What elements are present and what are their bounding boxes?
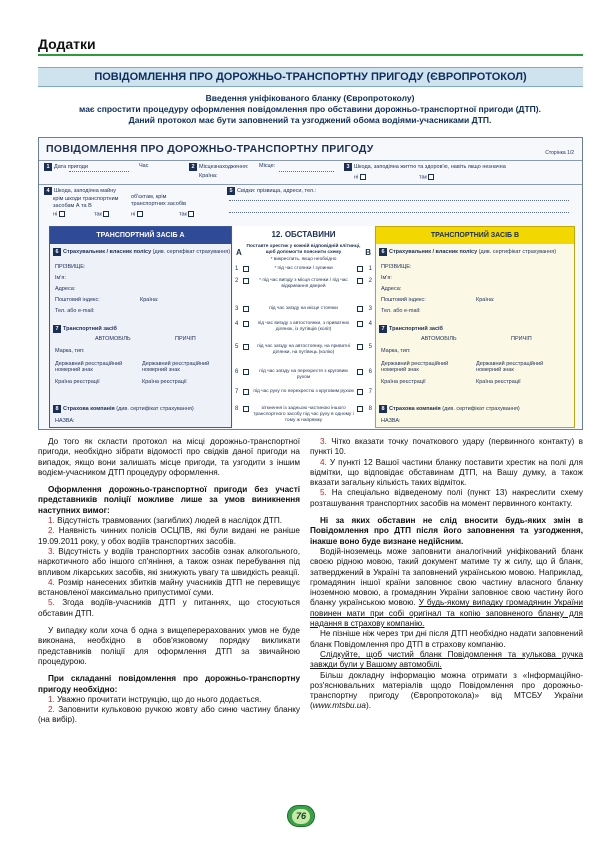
circumstance-8: 8 8 зіткнення із задньою частиною іншого транспортного засобу під час руху в одному і тому ж напрямку: [235, 406, 372, 423]
page-number-badge: [287, 805, 315, 827]
right-paragraph-reminder: Слідкуйте, щоб чистий бланк Повідомлення та кулькова ручка завжди були у Вашому автомобілі.: [310, 649, 583, 670]
vehicle-b-trailer: ПРИЧІП: [511, 336, 532, 342]
condition-5: 5. Згода водіїв-учасників ДТП у питаннях, що стосуються обставин ДТП.: [38, 598, 300, 618]
circumstance-1: 1 1 * під час стоянки / зупинки: [235, 266, 372, 272]
europrotocol-form-image: [38, 137, 583, 430]
form-field-damage: 4 Шкода, заподіяна майну: [44, 187, 116, 195]
vehicle-a-surname: ПРІЗВИЩЕ:: [55, 264, 86, 270]
form-dotline: [229, 212, 569, 213]
vehicle-b-country: Країна:: [476, 297, 495, 303]
vehicle-b-vehicle: 7 Транспортний засіб: [379, 325, 443, 333]
right-column: [310, 437, 583, 712]
circumstances-note: * викреслить, якщо необхідно: [270, 257, 337, 262]
circumstances-header: 12. ОБСТАВИНИ: [271, 230, 336, 239]
right-warning: Ні за яких обставин не слід вносити будь-яких змін в Повідомлення про ДТП після його заповнення та узгодження, інакше воно буде визнане недійсним.: [310, 516, 583, 546]
circumstance-5: 5 5 під час заїзду на автостоянку, на приватні ділянки, на путівець (колію): [235, 344, 372, 355]
left-column: [38, 437, 300, 726]
left-heading-2: При складанні повідомлення про дорожньо-транспортну пригоду необхідно:: [38, 674, 300, 694]
circumstance-4: 4 4 під час виїзду з автостоянки, з приватних ділянок, із путівців (колії): [235, 321, 372, 332]
step-1: 1. Уважно прочитати інструкцію, що до нього додається.: [48, 694, 262, 704]
form-divider: [39, 184, 583, 185]
form-dotline: [229, 200, 569, 201]
form-field-witnesses: 5 Свідки: прізвища, адреси, тел.:: [227, 187, 316, 195]
intro: [45, 93, 575, 126]
form-title: ПОВІДОМЛЕННЯ ПРО ДОРОЖНЬО-ТРАНСПОРТНУ ПРИГОДУ: [46, 143, 374, 155]
form-field-damage-b: об'єктам, крім транспортних засобів: [131, 194, 187, 207]
step-5: 5. На спеціально відведеному полі (пункт 13) накреслити схему розташування транспортних засобів на момент первинного контакту.: [310, 488, 583, 508]
circumstances-letter-b: B: [365, 248, 371, 257]
vehicle-a-insco-name: НАЗВА:: [55, 418, 75, 424]
form-damage2-yes: так: [179, 211, 194, 218]
form-field-injury: 3 Шкода, заподіяна життю та здоров'ю, навіть якщо незначна: [344, 163, 579, 171]
vehicle-a-insurer: 6 Страхувальник / власник полісу (див. сертифікат страхування): [53, 248, 230, 256]
intro-line-1: Введення уніфікованого бланку (Європротоколу): [205, 93, 415, 103]
vehicle-b-make: Марка, тип:: [381, 348, 411, 354]
vehicle-a-postcode: Поштовий індекс:: [55, 297, 100, 303]
vehicle-a-regcountry: Країна реєстрації: [55, 379, 100, 385]
left-heading-1: Оформлення дорожньо-транспортної пригоди без участі представників поліції можливе лише за умов виникнення наступних вимог:: [38, 485, 300, 515]
vehicle-a-header: ТРАНСПОРТНИЙ ЗАСІБ А: [50, 227, 231, 244]
vehicle-b-regcountry-trailer: Країна реєстрації: [476, 379, 521, 385]
vehicle-a-vehicle: 7 Транспортний засіб: [53, 325, 117, 333]
page-number: 76: [292, 809, 310, 824]
vehicle-a-address: Адреса:: [55, 286, 76, 292]
form-injury-no: ні: [354, 174, 366, 181]
form-field-country: Країна:: [199, 173, 218, 179]
circumstance-2: 2 2 * під час виїзду з місця стоянки / під час відкривання дверей: [235, 278, 372, 289]
condition-4: 4. Розмір нанесених збитків майну учасників ДТП не перевищує встановленої максимально припустимої суми.: [38, 577, 300, 598]
vehicle-b-insco-name: НАЗВА:: [381, 418, 401, 424]
circumstances-letter-a: A: [236, 248, 242, 257]
right-paragraph-info: Більш докладну інформацію можна отримати з «Інформаційно-роз'яснювальних матеріалів щодо Повідомлення про дорожньо-транспортну пригоду (Європротокола)» від МТСБУ України (www.mtsbu.ua).: [310, 670, 583, 711]
section-title: Додатки: [38, 36, 96, 52]
condition-3: 3. Відсутність у водіїв транспортних засобів ознак алкогольного, наркотичного або іншого сп'яніння, а також ознак перебування під впливом лікарських засобів, які знижують увагу та швидкість реакції.: [38, 546, 300, 577]
vehicle-a-phone: Тел. або e-mail:: [55, 308, 95, 314]
form-dotline: [69, 171, 129, 172]
vehicle-b-insurer: 6 Страхувальник / власник полісу (див. сертифікат страхування): [379, 248, 556, 256]
right-paragraph-deadline: Не пізніше ніж через три дні після ДТП необхідно надати заповнений бланк Повідомлення про ДТП в страхову компанію.: [310, 629, 583, 649]
left-paragraph-1: До того як скласти протокол на місці дорожньо-транспортної пригоди, необхідно зібрати відомості про свідків даної пригоди на випадок, якщо вони залишать місце пригоди, та узгодити з іншим водієм-учасником ДТП процедуру оформлення.: [38, 437, 300, 477]
vehicle-b-regcountry: Країна реєстрації: [381, 379, 426, 385]
vehicle-b-address: Адреса:: [381, 286, 402, 292]
vehicle-a-car: АВТОМОБІЛЬ: [95, 336, 131, 342]
form-field-time: Час: [139, 163, 149, 169]
form-page-label: Сторінка 1/2: [545, 150, 574, 156]
circumstance-7: 7 7 під час руху по перехрестю з круговим рухом: [235, 389, 372, 395]
circumstances-hint: Поставте хрестик у кожній відповідній клітинці, щоб допомогти пояснити схему: [246, 244, 361, 255]
form-field-date: 1 Дата пригоди: [44, 163, 88, 171]
form-damage2-no: ні: [131, 211, 143, 218]
form-field-location: 2 Місцезнаходження:: [189, 163, 248, 171]
vehicle-b-surname: ПРІЗВИЩЕ:: [381, 264, 412, 270]
vehicle-a-regcountry-trailer: Країна реєстрації: [142, 379, 187, 385]
intro-line-2: має спростити процедуру оформлення повідомлення про обставини дорожньо-транспортної пригоди (ДТП).: [79, 104, 541, 114]
form-dotline: [279, 171, 334, 172]
vehicle-a-insco: 8 Страхова компанія (див. сертифікат страхування): [53, 405, 194, 413]
section-divider: [38, 54, 583, 56]
vehicle-b-regnum: Державний реєстраційний номерний знак: [381, 361, 449, 373]
vehicle-a-regnum-trailer: Державний реєстраційний номерний знак: [142, 361, 210, 373]
form-field-place: Місце:: [259, 163, 276, 169]
form-damage-yes: так: [94, 211, 109, 218]
intro-line-3: Даний протокол має бути заповнений та узгоджений обома водіями-учасниками ДТП.: [128, 115, 492, 125]
form-injury-yes: так: [419, 174, 434, 181]
page-title: ПОВІДОМЛЕННЯ ПРО ДОРОЖНЬО-ТРАНСПОРТНУ ПРИГОДУ (ЄВРОПРОТОКОЛ): [38, 67, 583, 87]
vehicle-a-regnum: Державний реєстраційний номерний знак: [55, 361, 123, 373]
vehicle-a-make: Марка, тип:: [55, 348, 85, 354]
vehicle-b-regnum-trailer: Державний реєстраційний номерний знак: [476, 361, 544, 373]
circumstance-3: 3 3 під час заїзду на місце стоянки: [235, 306, 372, 312]
left-paragraph-2: У випадку коли хоча б одна з вищеперерахованих умов не буде виконана, необхідно в обов'язковому порядку викликати представників поліції для оформлення ДТП за звичайною процедурою.: [38, 626, 300, 666]
mtsbu-link[interactable]: www.mtsbu.ua: [312, 701, 366, 711]
form-circumstances: [233, 226, 374, 428]
vehicle-b-phone: Тел. або e-mail:: [381, 308, 421, 314]
condition-1: 1. Відсутність травмованих (загиблих) людей в наслідок ДТП.: [48, 516, 282, 526]
condition-2: 2. Наявність чинних полісів ОСЦПВ, які були видані не раніше 19.09.2011 року, у обох водіїв транспортних засобів.: [38, 526, 300, 546]
vehicle-b-postcode: Поштовий індекс:: [381, 297, 426, 303]
step-2: 2. Заповнити кульковою ручкою жовту або синю частину бланку (на вибір).: [38, 705, 300, 725]
vehicle-a-country: Країна:: [140, 297, 159, 303]
vehicle-a-trailer: ПРИЧІП: [175, 336, 196, 342]
vehicle-b-name: Ім'я:: [381, 275, 392, 281]
circumstance-6: 6 6 під час заїзду на перехрестя з круговим рухом: [235, 369, 372, 380]
right-paragraph-foreign: Водій-іноземець може заповнити аналогічний уніфікований бланк своєю рідною мовою, такий документ матиме ту ж силу, що й бланк, затверджений в Україні та заповнений українською мовою. Наприклад, громадянин іншої країни заповнює свою частину власного бланку іноземною мовою, а громадянин України заповнює свою частину його бланку українською мовою. У будь-якому випадку громадянин України повинен мати при собі оригінал та копію заповненого бланку для надання в страхову компанію.: [310, 546, 583, 629]
vehicle-b-car: АВТОМОБІЛЬ: [421, 336, 457, 342]
step-4: 4. У пункті 12 Вашої частини бланку поставити хрестик на полі для відмітки, що відповідає обставинам ДТП, на Вашу думку, а також вказати загальну кількість таких відміток.: [310, 457, 583, 488]
step-3: 3. Чітко вказати точку початкового удару (первинного контакту) в пункті 10.: [310, 437, 583, 457]
form-vehicle-b: [375, 226, 575, 428]
form-damage-no: ні: [53, 211, 65, 218]
form-divider: [39, 160, 583, 161]
vehicle-a-name: Ім'я:: [55, 275, 66, 281]
form-vehicle-a: [49, 226, 232, 428]
vehicle-b-insco: 8 Страхова компанія (див. сертифікат страхування): [379, 405, 520, 413]
vehicle-b-header: ТРАНСПОРТНИЙ ЗАСІБ В: [376, 227, 574, 244]
form-field-damage-a: крім шкоди транспортним засобам А та В: [53, 196, 119, 209]
